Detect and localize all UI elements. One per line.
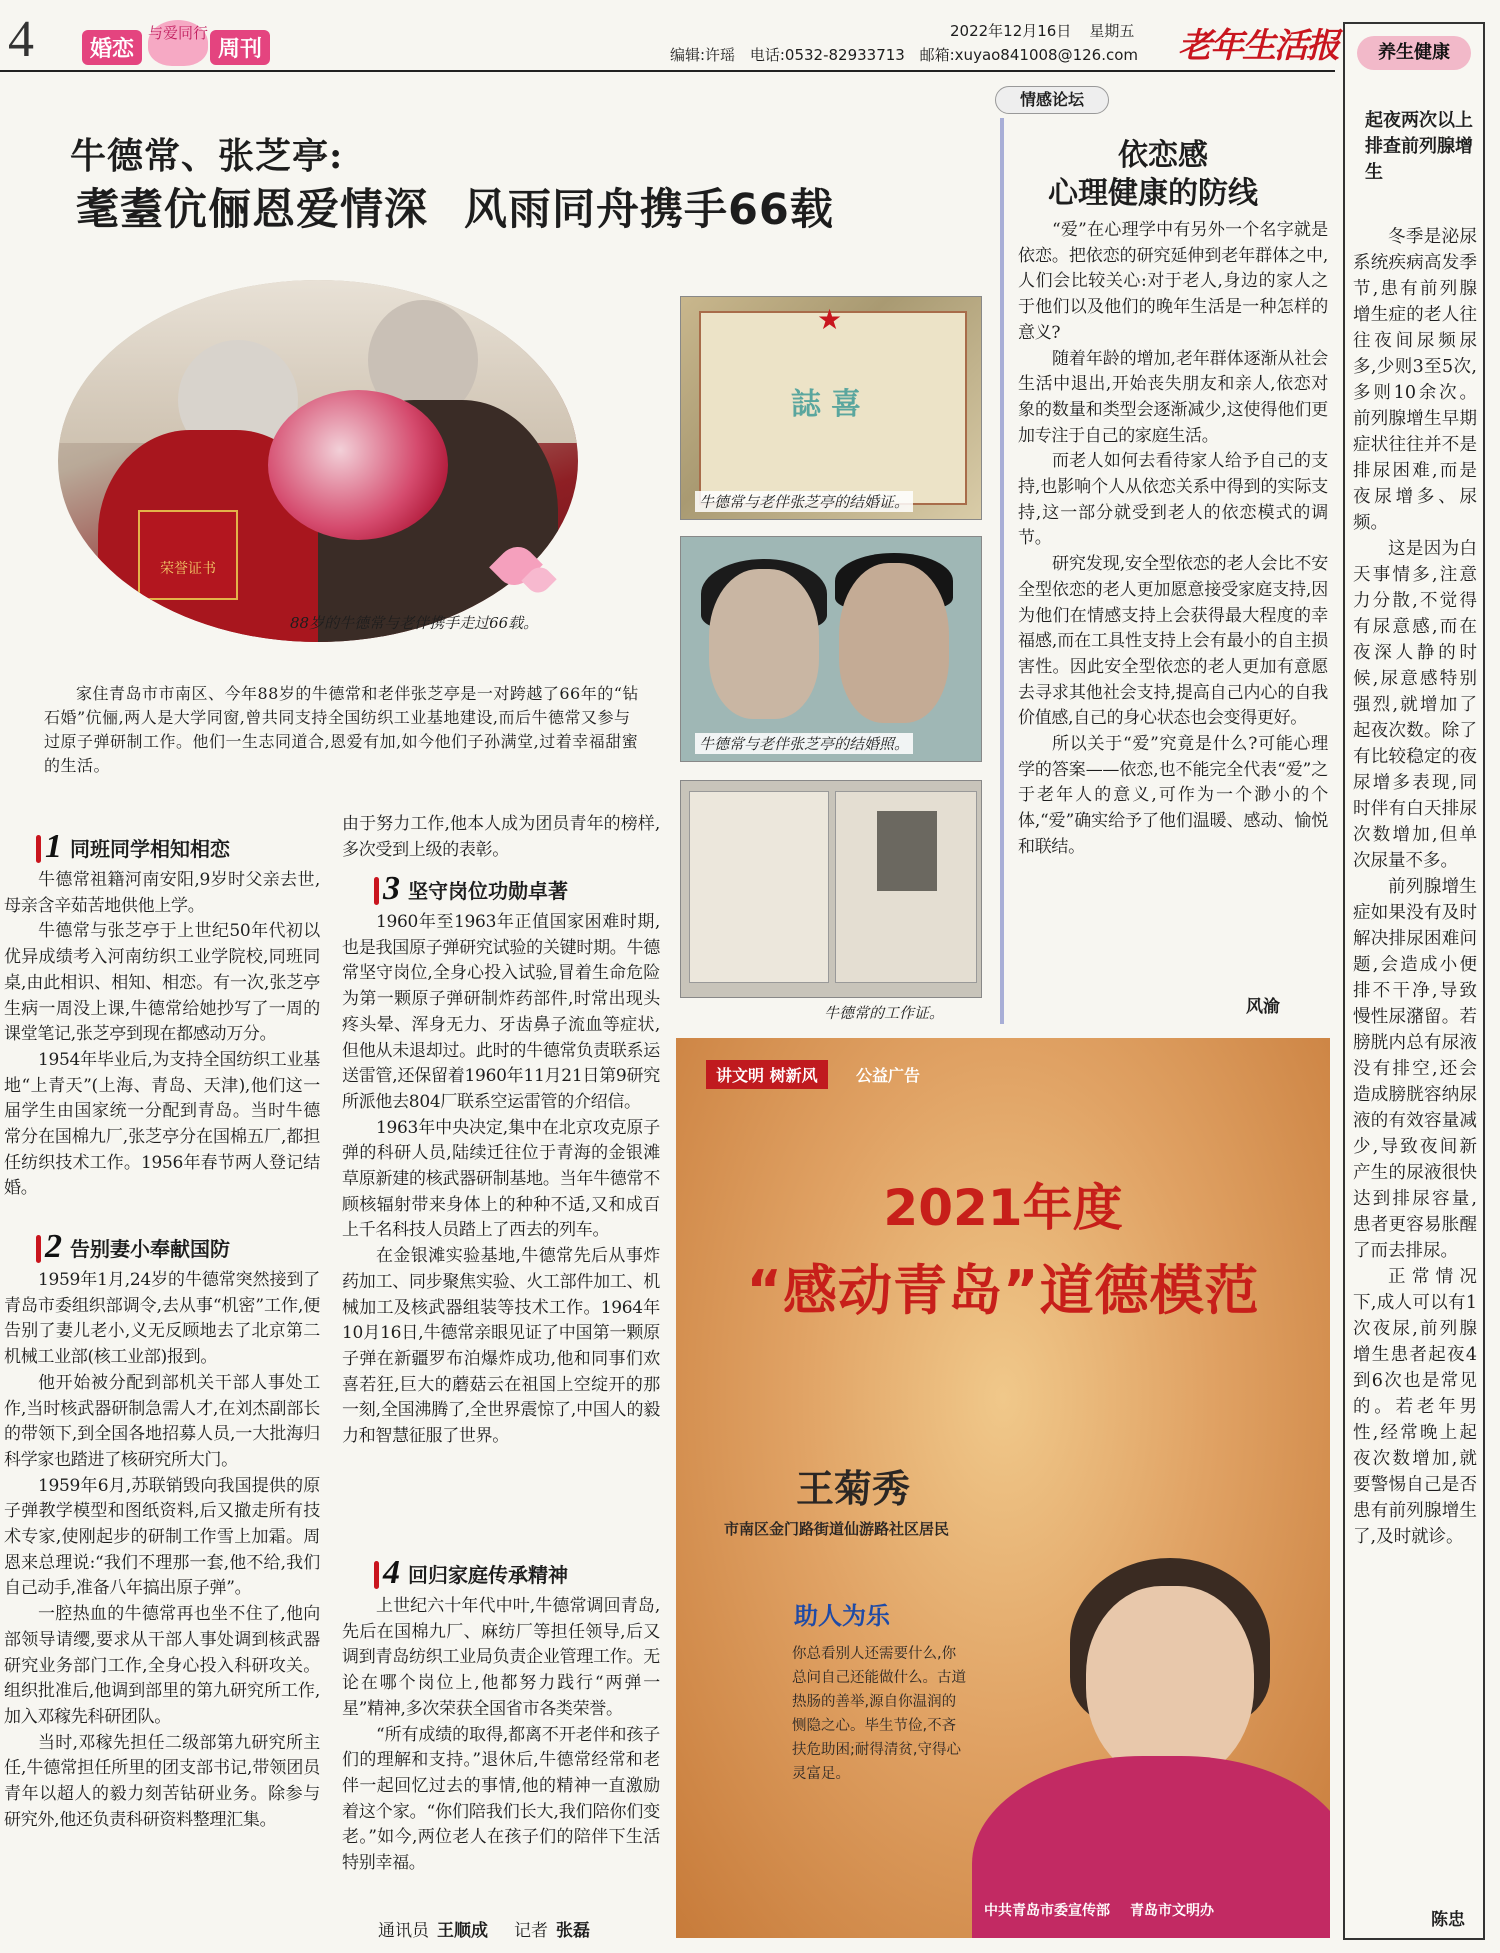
subhead-number: 1 <box>36 828 62 866</box>
editor-email: 邮箱:xuyao841008@126.com <box>919 46 1139 64</box>
article-paragraph: 1963年中央决定,集中在北京攻克原子弹的科研人员,陆续迁往位于青海的金银滩草原新建的核武器研制基地。当年牛德常不顾核辐射带来身体上的种种不适,又和成百上千名科技人员踏上了西去的列车。 <box>342 1117 660 1241</box>
work-id-photo <box>680 780 982 998</box>
ad-sponsors <box>984 1900 1234 1920</box>
ad-year: 2021年度 <box>883 1179 1123 1237</box>
flower-bouquet-icon <box>268 390 448 540</box>
sidebar-article-body <box>1353 224 1477 1550</box>
sponsor-name: 青岛市文明办 <box>1130 1903 1214 1919</box>
sidebar-section-tag: 养生健康 <box>1357 36 1471 70</box>
forum-paragraph: 所以关于“爱”究竟是什么?可能心理学的答案——依恋,也不能完全代表“爱”之于老年人的意义,可作为一个渺小的个体,“爱”确实给予了他们温暖、感动、愉悦和联结。 <box>1018 734 1328 857</box>
headline-part-a: 耄耋伉俪恩爱情深 <box>76 185 428 235</box>
article-paragraph: 当时,邓稼先担任二级部第九研究所主任,牛德常担任所里的团支部书记,带领团员青年以超人的毅力刻苦钻研业务。除参与研究外,他还负责科研资料整理汇集。 <box>4 1732 320 1830</box>
subhead-number: 4 <box>374 1554 400 1592</box>
certificate-stamp: 誌喜 <box>791 387 871 422</box>
article-paragraph: 在金银滩实验基地,牛德常先后从事炸药加工、同步聚焦实验、火工部件加工、机械加工及核武器组装等技术工作。1964年10月16日,牛德常亲眼见证了中国第一颗原子弹在新疆罗布泊爆炸成功,他和同事们欢喜若狂,巨大的蘑菇云在祖国上空绽开的那一刻,全国沸腾了,全世界震惊了,中国人的毅力和智慧征服了世界。 <box>342 1246 660 1447</box>
article-paragraph: 1960年至1963年正值国家困难时期,也是我国原子弹研究试验的关键时期。牛德常坚守岗位,全身心投入试验,冒着生命危险为第一颗原子弹研制炸药部件,时常出现头疼头晕、浑身无力、牙齿鼻子流血等症状,但他从未退却过。此时的牛德常负责联系运送雷管,还保留着1960年11月21日第9研究所派他去804厂联系空运雷管的介绍信。 <box>342 912 660 1112</box>
editor-contact <box>670 44 1148 65</box>
editor-name: 编辑:许瑶 <box>670 46 736 64</box>
ad-title: “感动青岛”道德模范 <box>746 1259 1260 1322</box>
article-lead <box>44 682 644 778</box>
ad-type-label: 公益广告 <box>856 1066 921 1085</box>
subhead-3 <box>374 870 568 908</box>
sidebar-paragraph: 这是因为白天事情多,注意力分散,不觉得有尿意感,而在夜深人静的时候,尿意感特别强烈,就增加了起夜次数。除了有比较稳定的夜尿增多表现,同时伴有白天排尿次数增加,但单次尿量不多。 <box>1353 539 1477 871</box>
header-divider <box>0 70 1335 72</box>
article-paragraph: “所有成绩的取得,都离不开老伴和孩子们的理解和支持。”退休后,牛德常经常和老伴一起回忆过去的事情,他的精神一直激励着这个家。“你们陪我们长大,我们陪你们变老。”如今,两位老人在孩子们的陪伴下生活特别幸福。 <box>342 1724 660 1874</box>
forum-paragraph: “爱”在心理学中有另外一个名字就是依恋。把依恋的研究延伸到老年群体之中,人们会比较关心:对于老人,身边的家人之于他们以及他们的晚年生活是一种怎样的意义? <box>1018 220 1328 343</box>
article-paragraph: 一腔热血的牛德常再也坐不住了,他向部领导请缨,要求从干部人事处调到核武器研究业务部门工作,全身心投入科研攻关。组织批准后,他调到部里的第九研究所工作,加入邓稼先科研团队。 <box>4 1604 320 1727</box>
editor-phone: 电话:0532-82933713 <box>749 46 905 64</box>
photo-caption-main: 88岁的牛德常与老伴携手走过66载。 <box>290 614 539 632</box>
forum-divider <box>1000 118 1004 1024</box>
subhead-title: 同班同学相知相恋 <box>70 836 230 861</box>
weekday-text: 星期五 <box>1089 22 1135 40</box>
article-paragraph: 1959年1月,24岁的牛德常突然接到了青岛市委组织部调令,去从事“机密”工作,便告别了妻儿老小,义无反顾地去了北京第二机械工业部(核工业部)报到。 <box>4 1270 320 1368</box>
forum-paragraph: 研究发现,安全型依恋的老人会比不安全型依恋的老人更加愿意接受家庭支持,因为他们在情感支持上会获得最大程度的幸福感,而在工具性支持上会有最小的自主损害性。因此安全型依恋的老人更加有意愿去寻求其他社会支持,提高自己内心的自我价值感,自己的身心状态也会变得更好。 <box>1018 554 1328 729</box>
byline-label: 记者 <box>514 1921 548 1941</box>
photo-caption-work-id: 牛德常的工作证。 <box>824 1004 945 1022</box>
forum-paragraph: 随着年龄的增加,老年群体逐渐从社会生活中退出,开始丧失朋友和亲人,依恋对象的数量和类型会逐渐减少,这使得他们更加专注于自己的家庭生活。 <box>1018 348 1328 446</box>
lead-paragraph: 家住青岛市市南区、今年88岁的牛德常和老伴张芝亭是一对跨越了66年的“钻石婚”伉俪,两人是大学同窗,曾共同支持全国纺织工业基地建设,而后牛德常又参与过原子弹研制工作。他们一生志同道合,恩爱有加,如今他们子孙满堂,过着幸福甜蜜的生活。 <box>44 684 639 775</box>
issue-date <box>950 20 1152 41</box>
article-column-2a <box>342 812 660 863</box>
forum-paragraph: 而老人如何去看待家人给予自己的支持,也影响个人从依恋关系中得到的实际支持,这一部分就受到老人的依恋模式的调节。 <box>1018 451 1328 549</box>
hearts-decoration-icon <box>478 538 568 608</box>
subhead-1 <box>36 828 230 866</box>
byline-name: 王顺成 <box>437 1921 488 1941</box>
forum-title-line2: 心理健康的防线 <box>1048 176 1258 211</box>
newspaper-logo: 老年生活报 <box>1178 26 1338 66</box>
article-paragraph: 牛德常祖籍河南安阳,9岁时父亲去世,母亲含辛茹苦地供他上学。 <box>4 870 320 916</box>
byline-label: 通讯员 <box>378 1921 429 1941</box>
article-column-1b <box>4 1268 320 1833</box>
article-paragraph: 1959年6月,苏联销毁向我国提供的原子弹教学模型和图纸资料,后又撤走所有技术专家,使刚起步的研制工作雪上加霜。周恩来总理说:“我们不理那一套,他不给,我们自己动手,准备八年搞出原子弹”。 <box>4 1475 320 1599</box>
wedding-photo <box>680 536 982 762</box>
marriage-certificate-photo <box>680 296 982 520</box>
subhead-title: 告别妻小奉献国防 <box>70 1236 230 1261</box>
article-paragraph: 1954年毕业后,为支持全国纺织工业基地“上青天”(上海、青岛、天津),他们这一届学生由国家统一分配到青岛。当时牛德常分在国棉九厂,张芝亭分在国棉五厂,都担任纺织技术工作。1956年春节两人登记结婚。 <box>4 1049 320 1199</box>
photo-caption-wedding: 牛德常与老伴张芝亭的结婚照。 <box>695 733 913 754</box>
sidebar-author: 陈忠 <box>1431 1910 1465 1930</box>
forum-author: 风渝 <box>1246 997 1280 1017</box>
health-sidebar <box>1343 22 1485 1940</box>
section-masthead <box>82 20 282 70</box>
forum-article-body <box>1018 218 1328 861</box>
subhead-4 <box>374 1554 568 1592</box>
public-service-ad <box>676 1038 1330 1938</box>
honor-certificate: 荣誉证书 <box>138 510 238 600</box>
section-label-weekly: 周刊 <box>210 30 270 65</box>
heart-icon: 与爱同行 <box>148 20 208 66</box>
section-label-marriage: 婚恋 <box>82 30 142 65</box>
article-column-2b <box>342 910 660 1450</box>
article-paragraph: 牛德常与张芝亭于上世纪50年代初以优异成绩考入河南纺织工业学院校,同班同桌,由此相识、相知、相恋。有一次,张芝亭生病一周没上课,牛德常给她抄写了一周的课堂笔记,张芝亭到现在都感动万分。 <box>4 921 320 1045</box>
sidebar-paragraph: 前列腺增生症如果没有及时解决排尿困难问题,会造成小便排不干净,导致慢性尿潴留。若膀胱内总有尿液没有排空,还会造成膀胱容纳尿液的有效容量减少,导致夜间新产生的尿液很快达到排尿容量,患者更容易胀醒了而去排尿。 <box>1353 877 1477 1261</box>
portrait-photo <box>1086 1586 1254 1782</box>
article-kicker: 牛德常、张芝亭: <box>70 135 344 177</box>
honoree-description: 你总看别人还需要什么,你总问自己还能做什么。古道热肠的善举,源自你温润的恻隐之心。毕生节俭,不吝扶危助困;耐得清贫,守得心灵富足。 <box>792 1646 966 1782</box>
sidebar-paragraph: 冬季是泌尿系统疾病高发季节,患有前列腺增生症的老人往往夜间尿频尿多,少则3至5次,多则10余次。前列腺增生早期症状往往并不是排尿困难,而是夜尿增多、尿频。 <box>1353 227 1477 533</box>
article-headline <box>76 176 834 237</box>
sponsor-name: 中共青岛市委宣传部 <box>984 1903 1110 1919</box>
subhead-number: 3 <box>374 870 400 908</box>
forum-section-tag: 情感论坛 <box>995 86 1109 114</box>
byline-name: 张磊 <box>556 1921 590 1941</box>
headline-part-b: 风雨同舟携手66载 <box>464 185 834 235</box>
article-column-1a <box>4 868 320 1202</box>
ad-badge: 讲文明 树新风 <box>706 1060 828 1089</box>
honoree-name: 王菊秀 <box>796 1466 911 1511</box>
subhead-number: 2 <box>36 1228 62 1266</box>
honoree-address: 市南区金门路街道仙游路社区居民 <box>724 1520 950 1538</box>
photo-caption-certificate: 牛德常与老伴张芝亭的结婚证。 <box>695 491 913 512</box>
star-icon: ★ <box>817 303 843 336</box>
sidebar-article-title: 起夜两次以上排查前列腺增生 <box>1365 110 1473 183</box>
forum-title-line1: 依恋感 <box>1118 138 1208 173</box>
subhead-title: 坚守岗位功勋卓著 <box>408 878 568 903</box>
page-number: 4 <box>8 11 34 68</box>
honoree-virtue: 助人为乐 <box>794 1602 890 1630</box>
article-column-2c <box>342 1594 660 1877</box>
article-byline <box>378 1916 616 1941</box>
article-paragraph: 由于努力工作,他本人成为团员青年的榜样,多次受到上级的表彰。 <box>342 814 660 860</box>
article-paragraph: 上世纪六十年代中叶,牛德常调回青岛,先后在国棉九厂、麻纺厂等担任领导,后又调到青岛纺织工业局负责企业管理工作。无论在哪个岗位上,他都努力践行“两弹一星”精神,多次荣获全国省市各类荣誉。 <box>342 1596 660 1719</box>
sidebar-paragraph: 正常情况下,成人可以有1次夜尿,前列腺增生患者起夜4到6次也是常见的。若老年男性,经常晚上起夜次数增加,就要警惕自己是否患有前列腺增生了,及时就诊。 <box>1353 1267 1477 1547</box>
article-paragraph: 他开始被分配到部机关干部人事处工作,当时核武器研制急需人才,在刘杰副部长的带领下,到全国各地招募人员,一大批海归科学家也踏进了核研究所大门。 <box>4 1372 320 1470</box>
subhead-2 <box>36 1228 230 1266</box>
subhead-title: 回归家庭传承精神 <box>408 1562 568 1587</box>
date-text: 2022年12月16日 <box>950 22 1072 40</box>
